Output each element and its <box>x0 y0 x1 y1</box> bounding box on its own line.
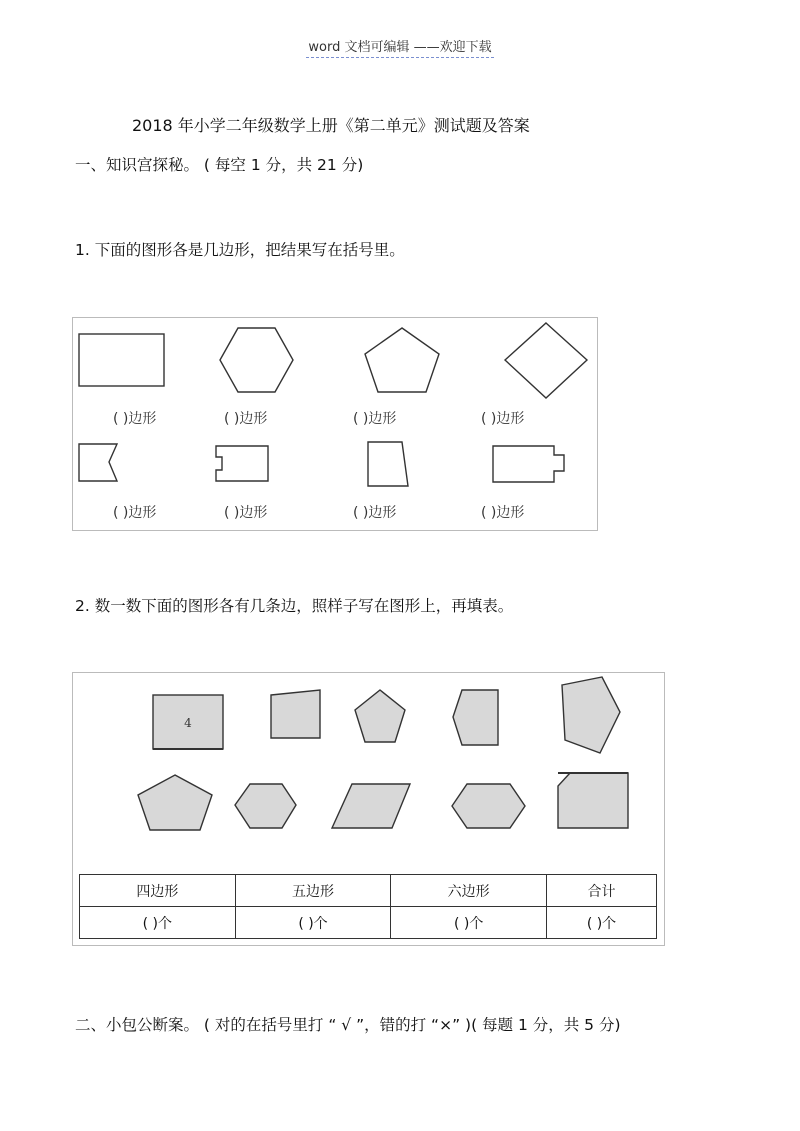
q2-text: 2. 数一数下面的图形各有几条边，照样子写在图形上，再填表。 <box>75 597 514 615</box>
q2-irregular-pentagon-shape <box>562 677 620 753</box>
q1-answer-6: ( )边形 <box>224 505 268 521</box>
table-cell-pentagon[interactable]: ( )个 <box>235 907 391 939</box>
q2-count-table <box>79 874 657 939</box>
q1-answer-2: ( )边形 <box>224 411 268 427</box>
section1-heading: 一、知识宫探秘。 ( 每空 1 分，共 21 分) <box>75 156 364 174</box>
table-header-pentagon: 五边形 <box>235 875 391 907</box>
q2-small-pentagon-shape <box>355 690 405 742</box>
section2-heading: 二、小包公断案。 ( 对的在括号里打 “ √ ”，错的打 “×” )( 每题 1 分，共 5 分) <box>75 1016 621 1034</box>
q2-flat-hexagon-shape <box>452 784 525 828</box>
table-header-total: 合计 <box>547 875 657 907</box>
page-header-text: word 文档可编辑 ——欢迎下载 <box>306 40 493 58</box>
q1-answer-7: ( )边形 <box>353 505 397 521</box>
q2-cut-corner-rectangle-shape <box>558 773 628 828</box>
q1-answer-1: ( )边形 <box>113 411 157 427</box>
q1-answer-8: ( )边形 <box>481 505 525 521</box>
table-answer-row <box>80 907 657 939</box>
q1-answer-4: ( )边形 <box>481 411 525 427</box>
q2-quadrilateral-shape <box>271 690 320 738</box>
q2-parallelogram-shape <box>332 784 410 828</box>
page-title: 2018 年小学二年级数学上册《第二单元》测试题及答案 <box>132 116 530 135</box>
q1-answer-3: ( )边形 <box>353 411 397 427</box>
q1-answer-5: ( )边形 <box>113 505 157 521</box>
table-header-hexagon: 六边形 <box>391 875 547 907</box>
table-header-quadrilateral: 四边形 <box>80 875 236 907</box>
q1-text: 1. 下面的图形各是几边形，把结果写在括号里。 <box>75 241 405 259</box>
table-cell-hexagon[interactable]: ( )个 <box>391 907 547 939</box>
table-header-row <box>80 875 657 907</box>
table-cell-total[interactable]: ( )个 <box>547 907 657 939</box>
q2-cut-rectangle-shape <box>453 690 498 745</box>
q2-pentagon-shape <box>138 775 212 830</box>
q2-sample-label: 4 <box>184 716 192 730</box>
q2-hexagon-shape <box>235 784 296 828</box>
table-cell-quadrilateral[interactable]: ( )个 <box>80 907 236 939</box>
